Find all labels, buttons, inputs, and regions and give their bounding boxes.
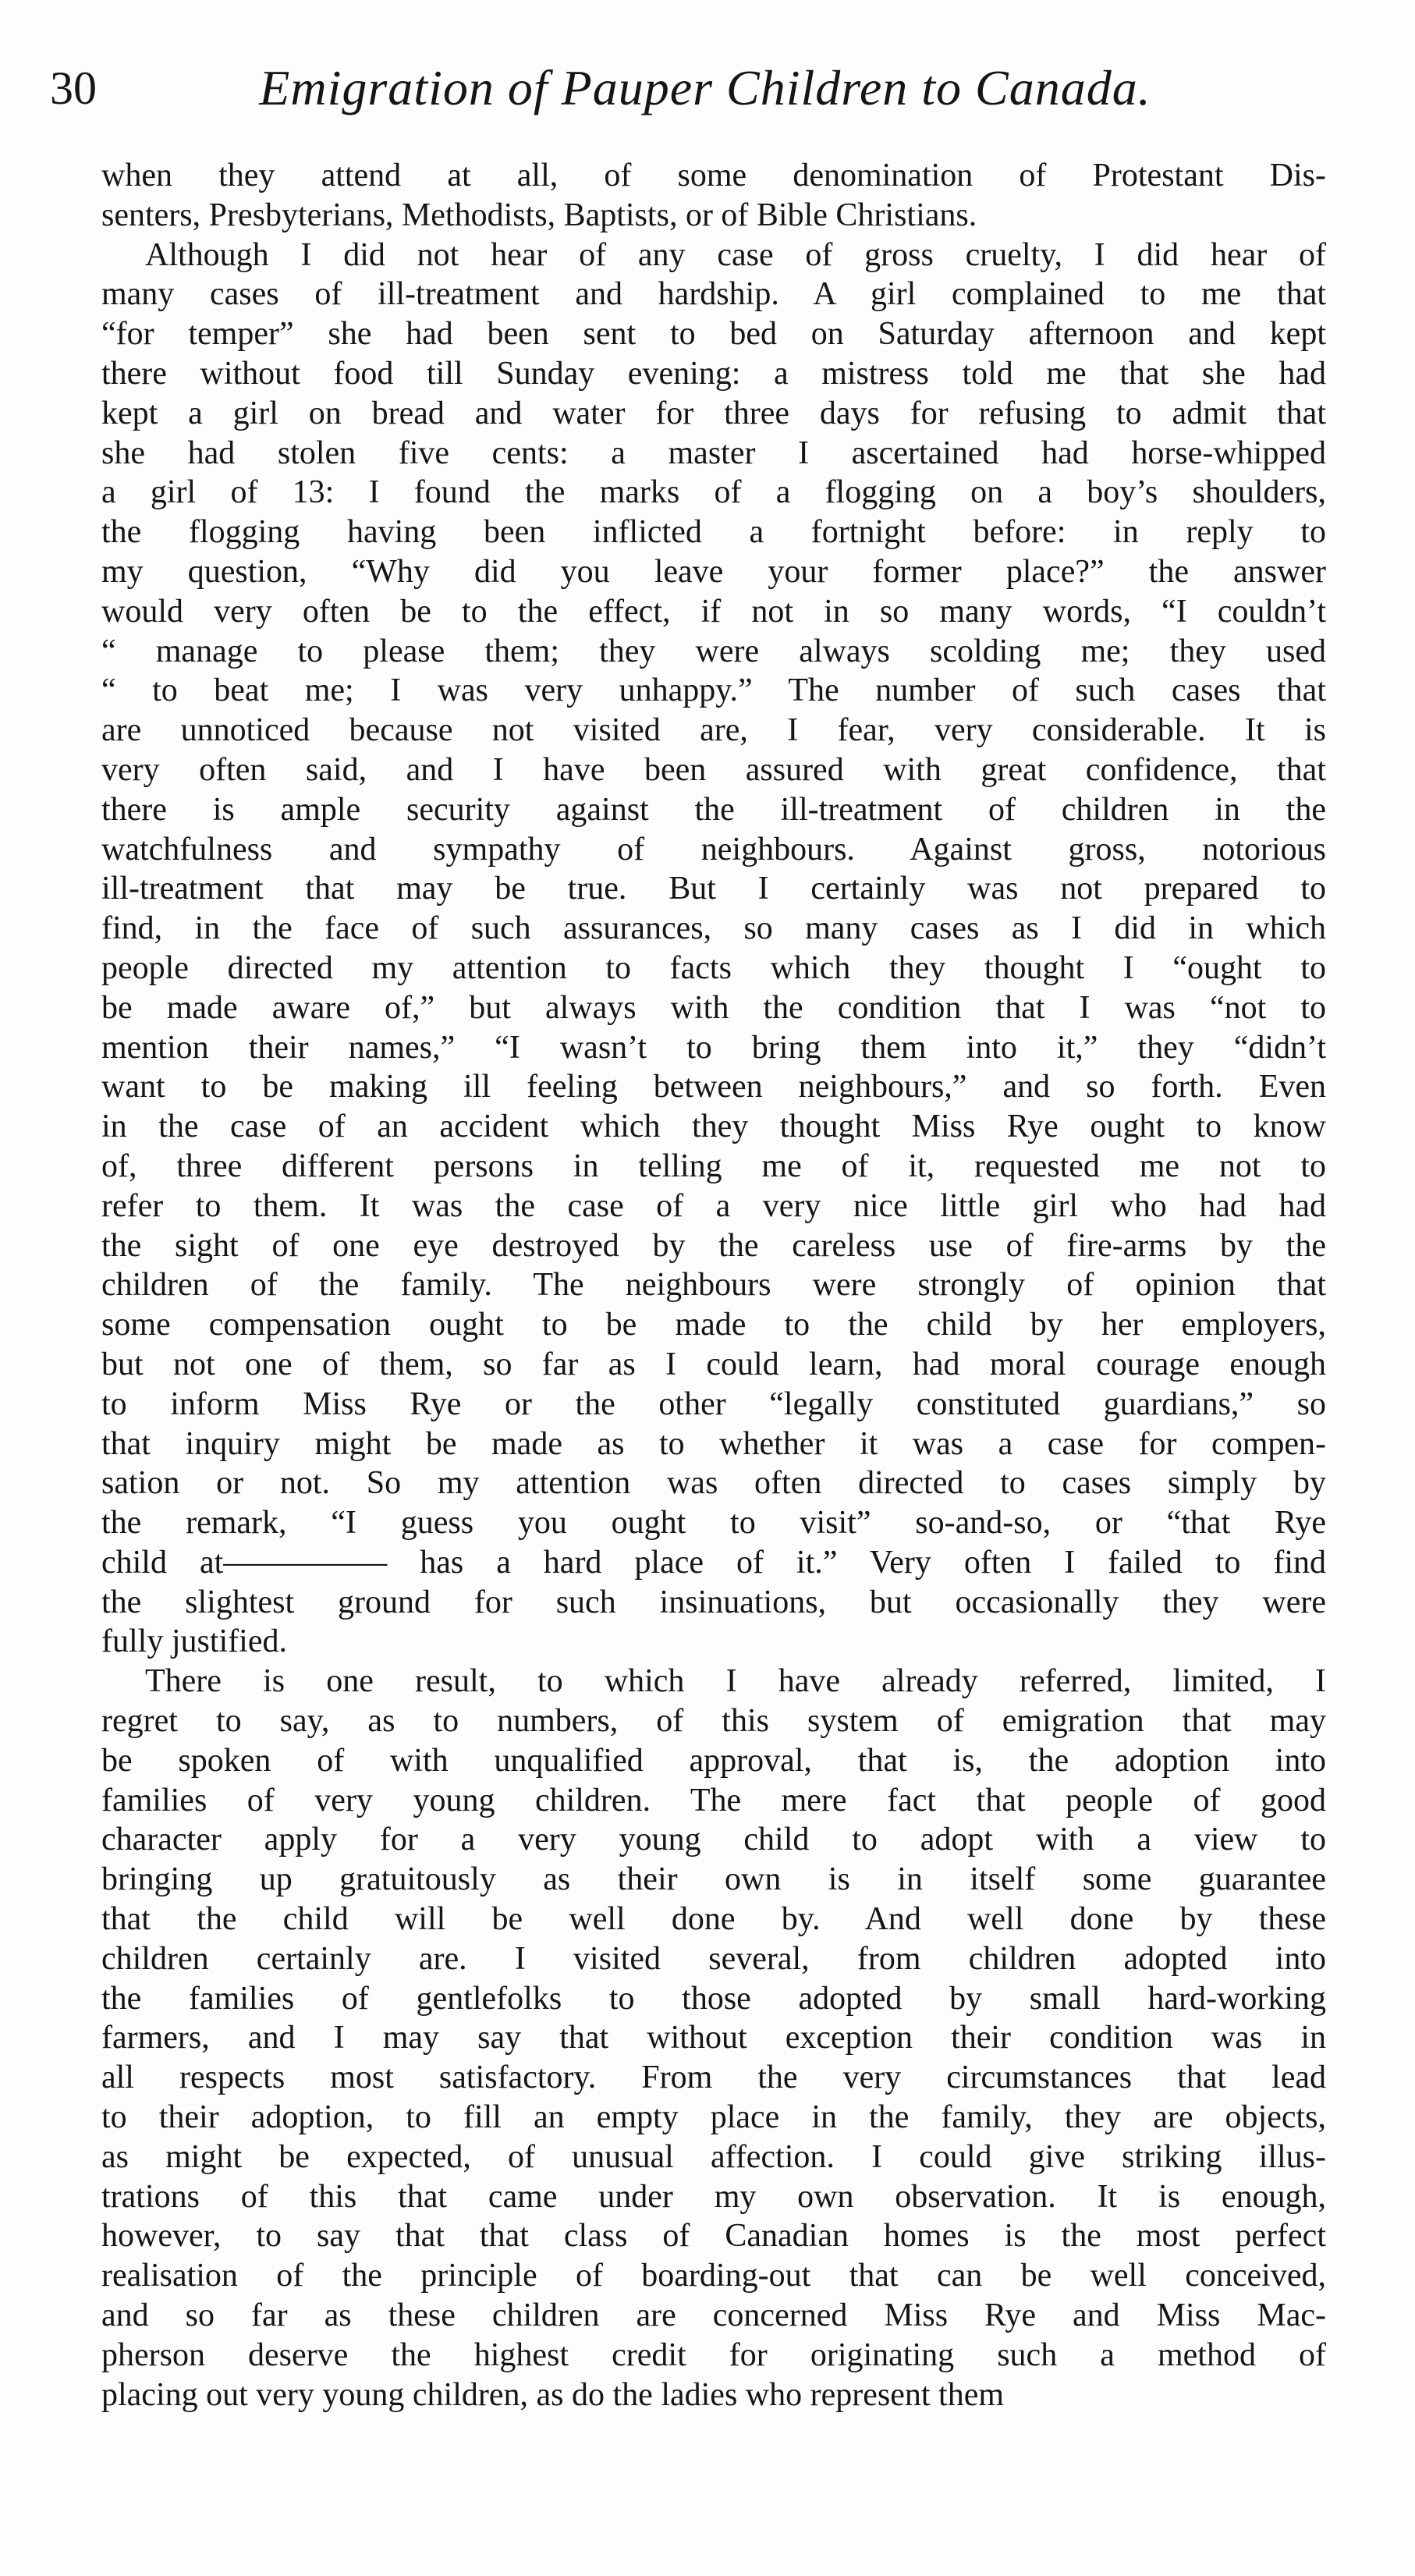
text-line: ill-treatment that may be true. But I certainly was not prepared to [101,871,1326,907]
text-line: when they attend at all, of some denomination of Protestant Dis- [101,158,1326,193]
text-line: “ to beat me; I was very unhappy.” The number of such cases that [101,672,1326,709]
text-line: children certainly are. I visited several, from children adopted into [101,1940,1326,1977]
paragraph [101,156,1326,236]
text-line: refer to them. It was the case of a very nice little girl who had had [101,1187,1326,1224]
text-line: character apply for a very young child to adopt with a view to [101,1822,1326,1858]
text-line: child at————— has a hard place of it.” Very often I failed to find [101,1544,1326,1581]
text-line: however, to say that that class of Canadian homes is the most perfect [101,2218,1326,2255]
text-line: the remark, “I guess you ought to visit” so-and-so, or “that Rye [101,1505,1326,1542]
text-line: the flogging having been inflicted a fortnight before: in reply to [101,514,1326,551]
text-line: the sight of one eye destroyed by the careless use of fire-arms by the [101,1227,1326,1264]
paragraph [101,236,1326,1662]
text-line: my question, “Why did you leave your former place?” the answer [101,553,1326,590]
text-line: be spoken of with unqualified approval, that is, the adoption into [101,1742,1326,1779]
text-line: to inform Miss Rye or the other “legally constituted guardians,” so [101,1386,1326,1422]
text-line: realisation of the principle of boarding-out that can be well conceived, [101,2258,1326,2294]
text-line: mention their names,” “I wasn’t to bring them into it,” they “didn’t [101,1029,1326,1066]
text-line: families of very young children. The mere fact that people of good [101,1782,1326,1818]
text-line: that inquiry might be made as to whether it was a case for compen- [101,1425,1326,1462]
text-line: kept a girl on bread and water for three days for refusing to admit that [101,395,1326,431]
text-line: very often said, and I have been assured with great confidence, that [101,751,1326,788]
text-line: to their adoption, to fill an empty place in the family, they are objects, [101,2099,1326,2136]
text-line: placing out very young children, as do the ladies who represent them [101,2376,1005,2413]
text-line: are unnoticed because not visited are, I fear, very considerable. It is [101,712,1326,749]
text-line: find, in the face of such assurances, so many cases as I did in which [101,910,1326,947]
text-line: there without food till Sunday evening: a mistress told me that she had [101,355,1326,392]
text-line: fully justified. [101,1623,287,1660]
text-line: “ manage to please them; they were always scolding me; they used [101,633,1326,669]
text-line: but not one of them, so far as I could learn, had moral courage enough [101,1346,1326,1382]
text-line: trations of this that came under my own observation. It is enough, [101,2178,1326,2215]
text-line: There is one result, to which I have already referred, limited, I [145,1663,1326,1700]
text-line: she had stolen five cents: a master I ascertained had horse-whipped [101,435,1326,471]
text-line: some compensation ought to be made to the child by her employers, [101,1307,1326,1343]
text-line: all respects most satisfactory. From the very circumstances that lead [101,2060,1326,2096]
text-line: as might be expected, of unusual affection. I could give striking illus- [101,2138,1326,2175]
text-line: watchfulness and sympathy of neighbours. Against gross, notorious [101,831,1326,868]
paragraph [101,1662,1326,2415]
running-head [50,53,1360,123]
page-number: 30 [50,62,97,114]
text-line: sation or not. So my attention was often directed to cases simply by [101,1465,1326,1502]
text-line: children of the family. The neighbours were strongly of opinion that [101,1267,1326,1304]
text-line: pherson deserve the highest credit for originating such a method of [101,2336,1326,2373]
text-line: the slightest ground for such insinuations, but occasionally they were [101,1584,1326,1620]
text-line: and so far as these children are concerned Miss Rye and Miss Mac- [101,2297,1326,2334]
text-line: “for temper” she had been sent to bed on Saturday afternoon and kept [101,316,1326,353]
text-line: farmers, and I may say that without exception their condition was in [101,2020,1326,2056]
text-line: the families of gentlefolks to those adopted by small hard-working [101,1980,1326,2017]
body-text [101,156,1326,2415]
text-line: of, three different persons in telling me of it, requested me not to [101,1148,1326,1184]
text-line: be made aware of,” but always with the condition that I was “not to [101,989,1326,1026]
text-line: Although I did not hear of any case of gross cruelty, I did hear of [145,236,1326,273]
text-line: many cases of ill-treatment and hardship. A girl complained to me that [101,276,1326,313]
text-line: bringing up gratuitously as their own is in itself some guarantee [101,1861,1326,1898]
text-line: people directed my attention to facts which they thought I “ought to [101,949,1326,986]
text-line: in the case of an accident which they thought Miss Rye ought to know [101,1109,1326,1145]
text-line: there is ample security against the ill-treatment of children in the [101,791,1326,828]
text-line: would very often be to the effect, if not in so many words, “I couldn’t [101,593,1326,630]
text-line: that the child will be well done by. And well done by these [101,1901,1326,1938]
text-line: senters, Presbyterians, Methodists, Baptists, or of Bible Christians. [101,197,977,233]
text-line: a girl of 13: I found the marks of a flogging on a boy’s shoulders, [101,474,1326,511]
text-line: want to be making ill feeling between neighbours,” and so forth. Even [101,1069,1326,1105]
running-title: Emigration of Pauper Children to Canada. [259,60,1151,115]
text-line: regret to say, as to numbers, of this system of emigration that may [101,1703,1326,1740]
